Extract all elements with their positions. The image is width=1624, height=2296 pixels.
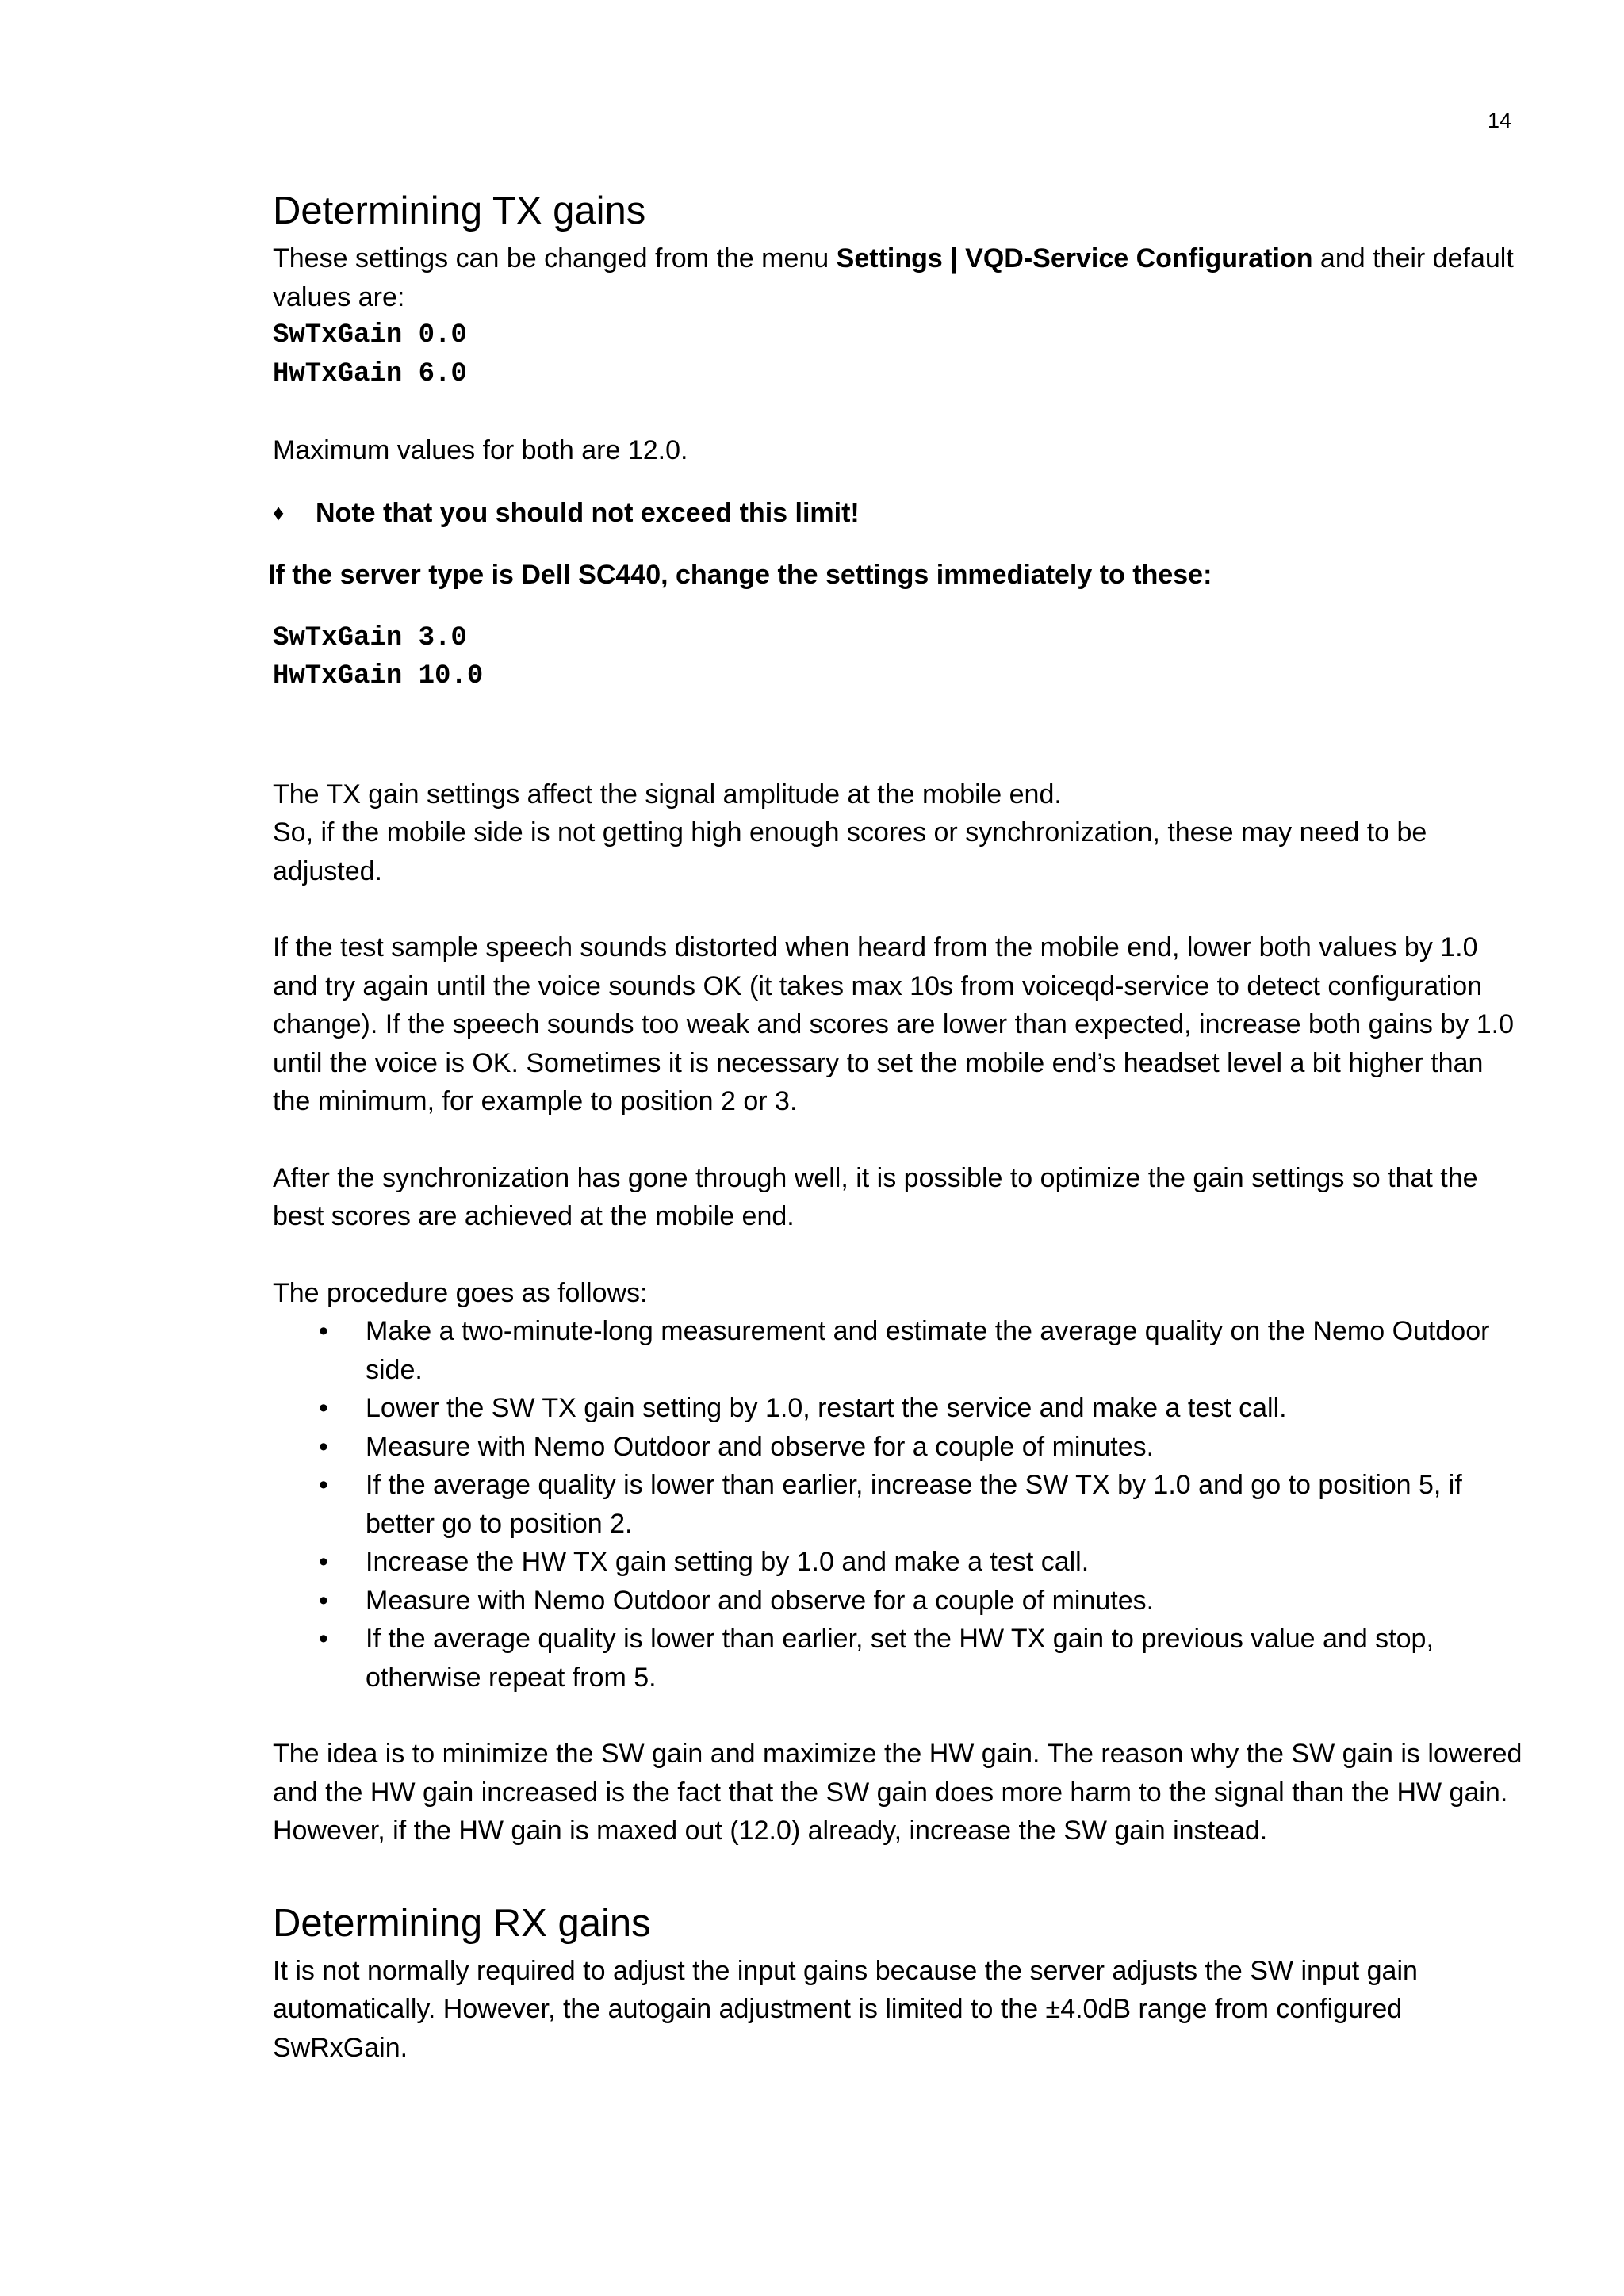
affect-line-2: So, if the mobile side is not getting high enough scores or synchronization, these may need to be adjusted. [273,817,1427,886]
dell-setting-hw: HwTxGain 10.0 [273,661,484,691]
distorted-paragraph: If the test sample speech sounds distorted when heard from the mobile end, lower both values by 1.0 and try again until the voice sounds OK (it takes max 10s from voiceqd-service to detect configuration change). If the speech sounds too weak and scores are lower than expected, increase both gains by 1.0 until the voice is OK. Sometimes it is necessary to set the mobile end’s headset level a bit higher than the minimum, for example to position 2 or 3. [273,932,1514,1116]
menu-path: Settings | VQD-Service Configuration [836,243,1313,274]
idea-paragraph: The idea is to minimize the SW gain and maximize the HW gain. The reason why the SW gain is lowered and the HW gain increased is the fact that the SW gain does more harm to the signal than the HW gain. However, if the HW gain is maxed out (12.0) already, increase the SW gain instead. [273,1739,1522,1846]
after-sync-paragraph: After the synchronization has gone through well, it is possible to optimize the gain settings so that the best scores are achieved at the mobile end. [273,1162,1478,1231]
bullet-icon: • [319,1585,328,1616]
list-item [266,1389,1526,1428]
list-item-text: If the average quality is lower than earlier, increase the SW TX by 1.0 and go to position 5, if better go to position 2. [366,1470,1462,1539]
intro-text-after: and their default values are: [273,243,1514,312]
list-item-text: Measure with Nemo Outdoor and observe for a couple of minutes. [366,1431,1155,1462]
default-setting-hw: HwTxGain 6.0 [273,358,467,389]
bullet-icon: • [319,1624,328,1654]
bullet-icon: • [319,1431,328,1462]
limit-note-text: Note that you should not exceed this limit! [316,497,860,528]
rx-gains-paragraph: It is not normally required to adjust the input gains because the server adjusts the SW input gain automatically. However, the autogain adjustment is limited to the ±4.0dB range from configured SwRxGain. [273,1955,1418,2063]
bullet-icon: • [319,1316,328,1346]
diamond-bullet-icon: ♦ [273,499,285,525]
dell-note: If the server type is Dell SC440, change the settings immediately to these: [268,560,1212,590]
bullet-icon: • [319,1547,328,1577]
list-item-text: Increase the HW TX gain setting by 1.0 and make a test call. [366,1547,1090,1577]
list-item [266,1543,1526,1582]
dell-setting-sw: SwTxGain 3.0 [273,622,467,653]
list-item-text: Measure with Nemo Outdoor and observe for a couple of minutes. [366,1585,1155,1616]
list-item [266,1620,1526,1697]
procedure-list [266,1312,1526,1697]
procedure-intro: The procedure goes as follows: [273,1277,648,1308]
list-item [266,1312,1526,1389]
section-title-tx-gains: Determining TX gains [273,189,646,232]
list-item-text: Make a two-minute-long measurement and estimate the average quality on the Nemo Outdoor side. [366,1316,1490,1385]
intro-text-before: These settings can be changed from the menu [273,243,837,274]
list-item [266,1428,1526,1467]
page-number: 14 [1488,109,1512,132]
max-values-text: Maximum values for both are 12.0. [273,435,688,465]
affect-line-1: The TX gain settings affect the signal amplitude at the mobile end. [273,779,1062,809]
list-item-text: If the average quality is lower than earlier, set the HW TX gain to previous value and stop, otherwise repeat from 5. [366,1624,1434,1693]
default-setting-sw: SwTxGain 0.0 [273,320,467,350]
bullet-icon: • [319,1393,328,1423]
limit-note [273,494,1526,533]
list-item [266,1582,1526,1621]
page-content [268,187,1526,2067]
list-item-text: Lower the SW TX gain setting by 1.0, restart the service and make a test call. [366,1393,1287,1423]
section-title-rx-gains: Determining RX gains [273,1901,651,1945]
bullet-icon: • [319,1470,328,1500]
intro-paragraph [273,239,1526,316]
list-item [266,1466,1526,1543]
